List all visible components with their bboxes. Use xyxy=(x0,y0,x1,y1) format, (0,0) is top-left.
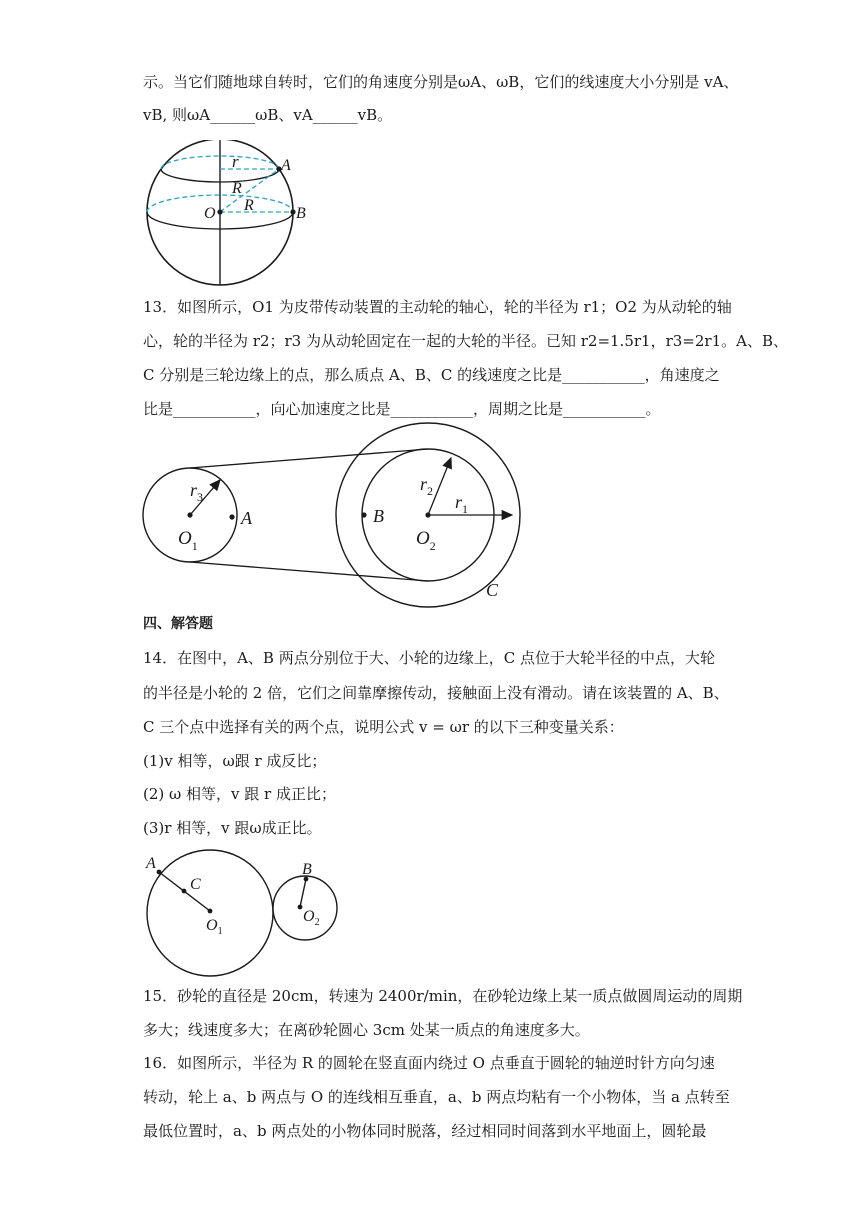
label-C: C xyxy=(190,876,201,893)
q12-line-2: vB, 则ωA______ωB、vA______vB。 xyxy=(143,106,393,124)
radius-O2-B xyxy=(300,879,306,907)
label-r3: $r_3$ xyxy=(190,480,204,504)
label-B: B xyxy=(302,861,312,878)
q16-line-2: 转动，轮上 a、b 两点与 O 的连线相互垂直，a、b 两点均粘有一个小物体，当 a 点转至 xyxy=(143,1088,730,1106)
point-O2 xyxy=(425,512,430,517)
label-A: A xyxy=(281,157,291,174)
point-O2 xyxy=(298,905,303,910)
label-C: C xyxy=(486,580,499,600)
label-O2: $O_2$ xyxy=(416,528,436,553)
globe-diagram xyxy=(140,140,315,290)
point-A xyxy=(229,514,234,519)
point-B xyxy=(290,209,295,214)
q13-line-4: 比是___________，向心加速度之比是___________，周期之比是___________。 xyxy=(143,400,661,418)
label-O1: $O_1$ xyxy=(206,917,223,937)
section-heading: 四、解答题 xyxy=(143,616,213,632)
q13-line-2: 心，轮的半径为 r2；r3 为从动轮固定在一起的大轮的半径。已知 r2=1.5r1，r3=2r1。A、B、 xyxy=(143,332,788,350)
q12-line-1: 示。当它们随地球自转时，它们的角速度分别是ωA、ωB，它们的线速度大小分别是 vA、 xyxy=(143,73,739,91)
q14-item-1: (1)v 相等，ω跟 r 成反比； xyxy=(143,752,327,770)
q14-line-2: 的半径是小轮的 2 倍，它们之间靠摩擦传动，接触面上没有滑动。请在该装置的 A、B、 xyxy=(143,684,729,702)
friction-wheels-diagram xyxy=(140,848,340,978)
belt-bottom xyxy=(190,562,428,581)
label-O2: $O_2$ xyxy=(303,908,320,928)
point-C xyxy=(182,889,187,894)
q16-line-1: 16．如图所示，半径为 R 的圆轮在竖直面内绕过 O 点垂直于圆轮的轴逆时针方向匀速 xyxy=(143,1054,715,1072)
belt-top xyxy=(190,449,428,468)
label-O: O xyxy=(204,205,216,222)
point-B xyxy=(361,512,366,517)
belt-drive-diagram xyxy=(140,420,530,610)
q13-line-1: 13．如图所示，O1 为皮带传动装置的主动轮的轴心，轮的半径为 r1；O2 为从动轮的轴 xyxy=(143,298,732,316)
point-O1 xyxy=(187,512,192,517)
label-B: B xyxy=(373,506,384,526)
q14-item-3: (3)r 相等，v 跟ω成正比。 xyxy=(143,819,322,837)
label-O1: $O_1$ xyxy=(178,528,198,553)
label-R-upper: R xyxy=(232,180,242,197)
label-R-lower: R xyxy=(244,197,254,214)
point-A xyxy=(157,870,162,875)
q14-item-2: (2) ω 相等，v 跟 r 成正比； xyxy=(143,785,336,803)
label-B: B xyxy=(296,205,306,222)
point-O xyxy=(217,209,222,214)
label-r2: $r_2$ xyxy=(420,474,434,498)
q13-line-3: C 分别是三轮边缘上的点，那么质点 A、B、C 的线速度之比是___________，角速度之 xyxy=(143,366,720,384)
q15-line-2: 多大；线速度多大；在离砂轮圆心 3cm 处某一质点的角速度多大。 xyxy=(143,1021,590,1039)
label-A: A xyxy=(146,855,156,872)
point-O1 xyxy=(208,909,213,914)
q16-line-3: 最低位置时，a、b 两点处的小物体同时脱落，经过相同时间落到水平地面上，圆轮最 xyxy=(143,1122,707,1140)
label-r: r xyxy=(232,152,239,171)
label-A: A xyxy=(241,508,252,528)
q14-line-1: 14．在图中，A、B 两点分别位于大、小轮的边缘上，C 点位于大轮半径的中点，大轮 xyxy=(143,649,715,667)
label-r1: $r_1$ xyxy=(455,492,469,516)
q14-line-3: C 三个点中选择有关的两个点，说明公式 v = ωr 的以下三种变量关系： xyxy=(143,718,624,736)
q15-line-1: 15．砂轮的直径是 20cm，转速为 2400r/min，在砂轮边缘上某一质点做圆周运动的周期 xyxy=(143,987,743,1005)
